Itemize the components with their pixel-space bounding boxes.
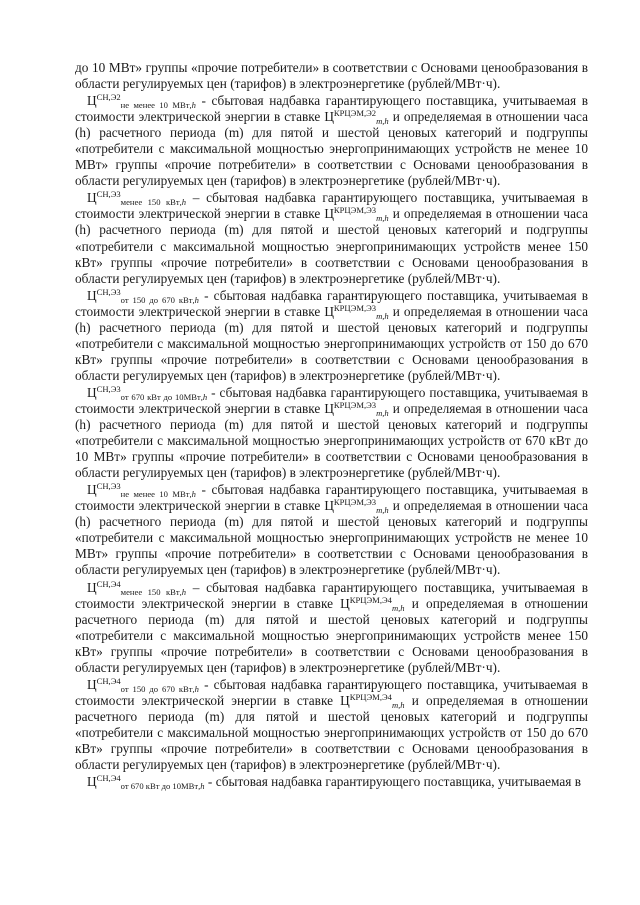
- definition-text-continued: и определяемая в отношении часа (h) расчетного периода (m) для пятой и шестой ценовых категорий и подгруппы «потребители с максимальной мощностью энергопринимающих устройств от 150 до 670 кВт» группы «прочие потребители» в соответствии с Основами ценообразования в области регулируемых цен (тарифов) в электроэнергетике (рублей/МВт·ч).: [75, 303, 588, 383]
- definition-text: сбытовая надбавка гарантирующего поставщика, учитываемая в стоимости электрической энергии в ставке: [75, 579, 588, 611]
- definition-text: сбытовая надбавка гарантирующего поставщика, учитываемая в стоимости электрической энергии в ставке: [75, 190, 588, 222]
- definition-text-continued: и определяемая в отношении часа (h) расчетного периода (m) для пятой и шестой ценовых категорий и подгруппы «потребители с максимальной мощностью энергопринимающих устройств не менее 10 МВт» группы «прочие потребители» в соответствии с Основами ценообразования в области регулируемых цен (тарифов) в электроэнергетике (рублей/МВт·ч).: [75, 109, 588, 189]
- trailing-paragraph: $Ц^{СН,Э4}_{от 670 кВт до 10МВт,h}$ - сбытовая надбавка гарантирующего поставщика, учитываемая в: [87, 773, 581, 792]
- rate-symbol: $Ц^{КРЦЭМ,Э3}_{m,h}$: [324, 205, 389, 224]
- definition-paragraph: $Ц^{СН,Э3}_{от 150 до 670 кВт,h}$ - сбытовая надбавка гарантирующего поставщика, учитываемая в стоимости электрической энергии в ставке $Ц^{КРЦЭМ,Э3}_{m,h}$ и определяемая в отношении часа (h) расчетного периода (m) для пятой и шестой ценовых категорий и подгруппы «потребители с максимальной мощностью энергопринимающих устройств от 150 до 670 кВт» группы «прочие потребители» в соответствии с Основами ценообразования в области регулируемых цен (тарифов) в электроэнергетике (рублей/МВт·ч).: [75, 286, 588, 383]
- tariff-symbol: $Ц^{СН,Э4}_{от 150 до 670 кВт,h}$: [87, 675, 199, 694]
- definition-paragraph: $Ц^{СН,Э3}_{не менее 10 МВт,h}$ - сбытовая надбавка гарантирующего поставщика, учитываемая в стоимости электрической энергии в ставке $Ц^{КРЦЭМ,Э3}_{m,h}$ и определяемая в отношении часа (h) расчетного периода (m) для пятой и шестой ценовых категорий и подгруппы «потребители с максимальной мощностью энергопринимающих устройств не менее 10 МВт» группы «прочие потребители» в соответствии с Основами ценообразования в области регулируемых цен (тарифов) в электроэнергетике (рублей/МВт·ч).: [75, 481, 589, 578]
- rate-symbol: $Ц^{КРЦЭМ,Э3}_{m,h}$: [324, 399, 389, 418]
- definition-text: сбытовая надбавка гарантирующего поставщика, учитываемая в стоимости электрической энергии в ставке: [75, 676, 588, 708]
- definition-text: сбытовая надбавка гарантирующего поставщика, учитываемая в стоимости электрической энергии в ставке: [75, 482, 589, 514]
- tariff-symbol: $Ц^{СН,Э4}_{от 670 кВт до 10МВт,h}$: [87, 773, 205, 792]
- tariff-symbol: $Ц^{СН,Э4}_{менее 150 кВт,h}$: [87, 578, 187, 597]
- definition-text: сбытовая надбавка гарантирующего поставщика, учитываемая в стоимости электрической энергии в ставке: [75, 287, 588, 319]
- tariff-symbol: $Ц^{СН,Э3}_{не менее 10 МВт,h}$: [87, 481, 196, 500]
- intro-paragraph: до 10 МВт» группы «прочие потребители» в соответствии с Основами ценообразования в области регулируемых цен (тарифов) в электроэнергетике (рублей/МВт·ч).: [75, 60, 588, 92]
- definition-text-continued: и определяемая в отношении расчетного периода (m) для пятой и шестой ценовых категорий и подгруппы «потребители с максимальной мощностью энергопринимающих устройств от 150 до 670 кВт» группы «прочие потребители» в соответствии с Основами ценообразования в области регулируемых цен (тарифов) в электроэнергетике (рублей/МВт·ч).: [75, 692, 588, 773]
- definition-text-continued: и определяемая в отношении часа (h) расчетного периода (m) для пятой и шестой ценовых категорий и подгруппы «потребители с максимальной мощностью энергопринимающих устройств от 670 кВт до 10 МВт» группы «прочие потребители» в соответствии с Основами ценообразования в области регулируемых цен (тарифов) в электроэнергетике (рублей/МВт·ч).: [75, 400, 588, 481]
- definition-paragraph: $Ц^{СН,Э4}_{менее 150 кВт,h}$ – сбытовая надбавка гарантирующего поставщика, учитываемая в стоимости электрической энергии в ставке $Ц^{КРЦЭМ,Э4}_{m,h}$ и определяемая в отношении расчетного периода (m) для пятой и шестой ценовых категорий и подгруппы «потребители с максимальной мощностью энергопринимающих устройств менее 150 кВт» группы «прочие потребители» в соответствии с Основами ценообразования в области регулируемых цен (тарифов) в электроэнергетике (рублей/МВт·ч).: [75, 578, 588, 675]
- definition-text: сбытовая надбавка гарантирующего поставщика, учитываемая в стоимости электрической энергии в ставке: [75, 384, 589, 416]
- tariff-symbol: $Ц^{СН,Э2}_{не менее 10 МВт,h}$: [87, 92, 196, 111]
- definition-text-continued: и определяемая в отношении расчетного периода (m) для пятой и шестой ценовых категорий и подгруппы «потребители с максимальной мощностью энергопринимающих устройств менее 150 кВт» группы «прочие потребители» в соответствии с Основами ценообразования в области регулируемых цен (тарифов) в электроэнергетике (рублей/МВт·ч).: [75, 595, 588, 675]
- definition-text: сбытовая надбавка гарантирующего поставщика, учитываемая в: [215, 774, 581, 790]
- tariff-symbol: $Ц^{СН,Э3}_{менее 150 кВт,h}$: [87, 189, 187, 208]
- rate-symbol: $Ц^{КРЦЭМ,Э3}_{m,h}$: [324, 302, 389, 321]
- rate-symbol: $Ц^{КРЦЭМ,Э2}_{m,h}$: [324, 108, 389, 127]
- definition-paragraph: $Ц^{СН,Э3}_{менее 150 кВт,h}$ – сбытовая надбавка гарантирующего поставщика, учитываемая в стоимости электрической энергии в ставке $Ц^{КРЦЭМ,Э3}_{m,h}$ и определяемая в отношении часа (h) расчетного периода (m) для пятой и шестой ценовых категорий и подгруппы «потребители с максимальной мощностью энергопринимающих устройств менее 150 кВт» группы «прочие потребители» в соответствии с Основами ценообразования в области регулируемых цен (тарифов) в электроэнергетике (рублей/МВт·ч).: [75, 189, 588, 286]
- tariff-symbol: $Ц^{СН,Э3}_{от 150 до 670 кВт,h}$: [87, 286, 199, 305]
- rate-symbol: $Ц^{КРЦЭМ,Э4}_{m,h}$: [340, 691, 405, 710]
- rate-symbol: $Ц^{КРЦЭМ,Э3}_{m,h}$: [324, 497, 389, 516]
- tariff-symbol: $Ц^{СН,Э3}_{от 670 кВт до 10МВт,h}$: [87, 383, 208, 402]
- definition-text-continued: и определяемая в отношении часа (h) расчетного периода (m) для пятой и шестой ценовых категорий и подгруппы «потребители с максимальной мощностью энергопринимающих устройств не менее 10 МВт» группы «прочие потребители» в соответствии с Основами ценообразования в области регулируемых цен (тарифов) в электроэнергетике (рублей/МВт·ч).: [75, 498, 588, 578]
- definition-text: сбытовая надбавка гарантирующего поставщика, учитываемая в стоимости электрической энергии в ставке: [75, 93, 589, 125]
- definition-paragraph: $Ц^{СН,Э4}_{от 150 до 670 кВт,h}$ - сбытовая надбавка гарантирующего поставщика, учитываемая в стоимости электрической энергии в ставке $Ц^{КРЦЭМ,Э4}_{m,h}$ и определяемая в отношении расчетного периода (m) для пятой и шестой ценовых категорий и подгруппы «потребители с максимальной мощностью энергопринимающих устройств от 150 до 670 кВт» группы «прочие потребители» в соответствии с Основами ценообразования в области регулируемых цен (тарифов) в электроэнергетике (рублей/МВт·ч).: [75, 675, 588, 773]
- definition-text-continued: и определяемая в отношении часа (h) расчетного периода (m) для пятой и шестой ценовых категорий и подгруппы «потребители с максимальной мощностью энергопринимающих устройств менее 150 кВт» группы «прочие потребители» в соответствии с Основами ценообразования в области регулируемых цен (тарифов) в электроэнергетике (рублей/МВт·ч).: [75, 206, 588, 286]
- definition-paragraph: $Ц^{СН,Э3}_{от 670 кВт до 10МВт,h}$ - сбытовая надбавка гарантирующего поставщика, учитываемая в стоимости электрической энергии в ставке $Ц^{КРЦЭМ,Э3}_{m,h}$ и определяемая в отношении часа (h) расчетного периода (m) для пятой и шестой ценовых категорий и подгруппы «потребители с максимальной мощностью энергопринимающих устройств от 670 кВт до 10 МВт» группы «прочие потребители» в соответствии с Основами ценообразования в области регулируемых цен (тарифов) в электроэнергетике (рублей/МВт·ч).: [75, 383, 589, 481]
- rate-symbol: $Ц^{КРЦЭМ,Э4}_{m,h}$: [340, 594, 405, 613]
- definition-paragraph: $Ц^{СН,Э2}_{не менее 10 МВт,h}$ - сбытовая надбавка гарантирующего поставщика, учитываемая в стоимости электрической энергии в ставке $Ц^{КРЦЭМ,Э2}_{m,h}$ и определяемая в отношении часа (h) расчетного периода (m) для пятой и шестой ценовых категорий и подгруппы «потребители с максимальной мощностью энергопринимающих устройств не менее 10 МВт» группы «прочие потребители» в соответствии с Основами ценообразования в области регулируемых цен (тарифов) в электроэнергетике (рублей/МВт·ч).: [75, 92, 589, 189]
